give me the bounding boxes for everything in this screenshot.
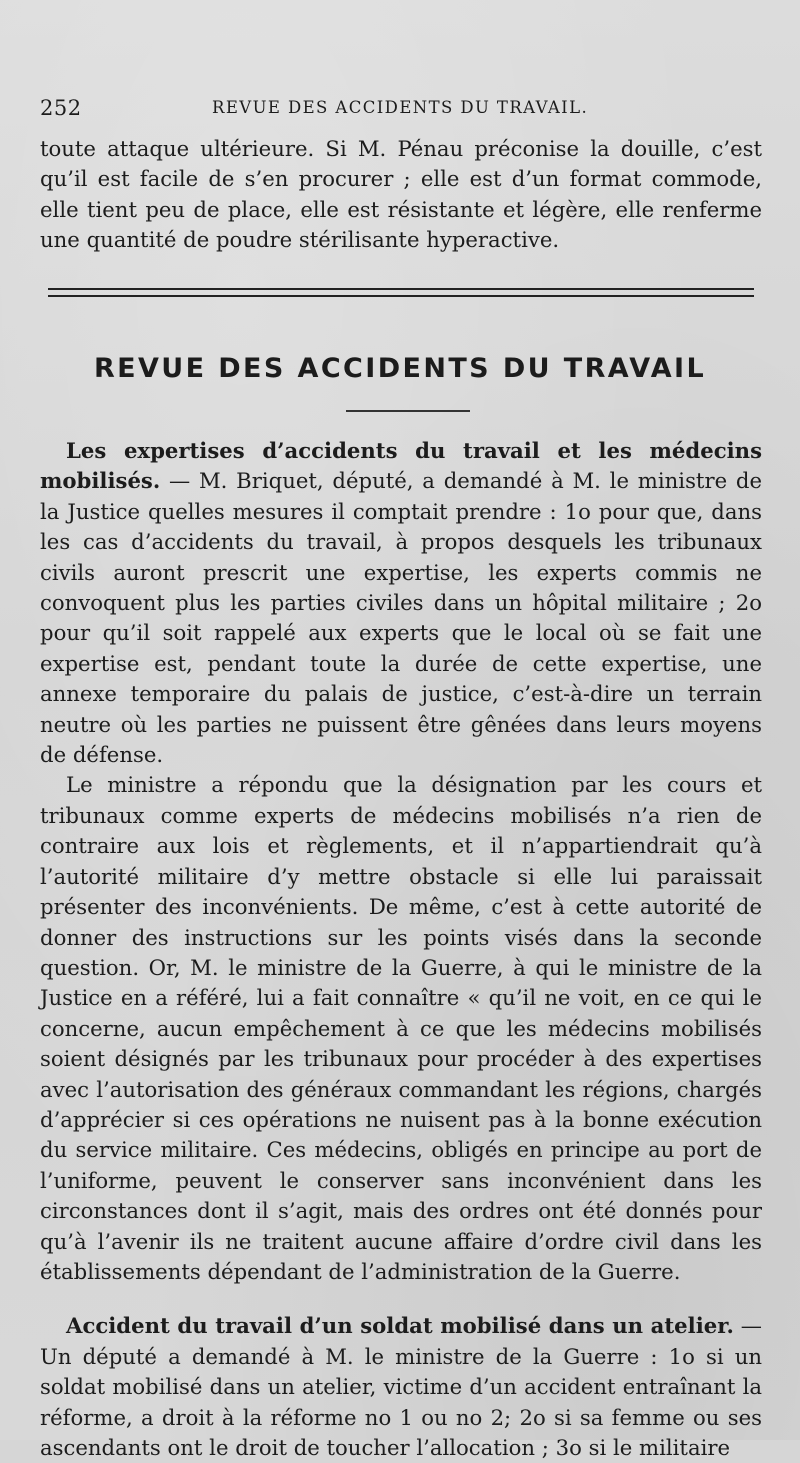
article-2-text-1: — Un député a demandé à M. le ministre de la Guerre : 1o si un soldat mobilisé dans un atelier, victime d’un accident entraînant la réforme, a droit à la réforme no 1 ou no 2; 2o si sa femme ou ses ascendants ont le droit de toucher l’allocation ; 3o si le militaire [40,1313,762,1460]
intro-paragraph: toute attaque ultérieure. Si M. Pénau préconise la douille, c’est qu’il est facile de s’en procurer ; elle est d’un format commode, elle tient peu de place, elle est résistante et légère, elle renferme une quantité de poudre stérilisante hyperactive. [40,136,762,253]
page-header [40,96,760,126]
article-2-paragraph-1 [40,1311,762,1463]
articles-text-block [40,436,762,1463]
intro-text-block [40,134,762,256]
article-1-title: Les expertises d’accidents du travail et les médecins mobilisés. [40,438,762,494]
heading-underline-rule [346,410,470,412]
divider-line-top [48,288,754,290]
divider-line-bottom [48,295,754,297]
section-heading: REVUE DES ACCIDENTS DU TRAVAIL [93,353,707,384]
article-1-paragraph-2: Le ministre a répondu que la désignation par les cours et tribunaux comme experts de médecins mobilisés n’a rien de contraire aux lois et règlements, et il n’appartiendrait qu’à l’autorité militaire d’y mettre obstacle si elle lui paraissait présenter des inconvénients. De même, c’est à cette autorité de donner des instructions sur les points visés dans la seconde question. Or, M. le ministre de la Guerre, à qui le ministre de la Justice en a référé, lui a fait connaître « qu’il ne voit, en ce qui le concerne, aucun empêchement à ce que les médecins mobilisés soient désignés par les tribunaux pour procéder à des expertises avec l’autorisation des généraux commandant les régions, chargés d’apprécier si ces opérations ne nuisent pas à la bonne exécution du service militaire. Ces médecins, obligés en principe au port de l’uniforme, peuvent le conserver sans inconvénient dans les circonstances dont il s’agit, mais des ordres ont été donnés pour qu’à l’avenir ils ne traitent aucune affaire d’ordre civil dans les établissements dépendant de l’administration de la Guerre. [40,772,762,1284]
running-title: REVUE DES ACCIDENTS DU TRAVAIL. [212,98,589,117]
double-rule-divider [48,288,754,298]
article-2-title: Accident du travail d’un soldat mobilisé dans un atelier. [66,1313,734,1339]
article-1-text-1: — M. Briquet, député, a demandé à M. le ministre de la Justice quelles mesures il comptait prendre : 1o pour que, dans les cas d’accidents du travail, à propos desquels les tribunaux civils auront prescrit une expertise, les experts commis ne convoquent plus les parties civiles dans un hôpital militaire ; 2o pour qu’il soit rappelé aux experts que le local où se fait une expertise est, pendant toute la durée de cette expertise, une annexe temporaire du palais de justice, c’est-à-dire un terrain neutre où les parties ne puissent être gênées dans leurs moyens de défense. [40,468,762,768]
article-1-paragraph-1 [40,436,762,770]
article-gap [40,1287,762,1311]
page-number: 252 [40,96,82,120]
